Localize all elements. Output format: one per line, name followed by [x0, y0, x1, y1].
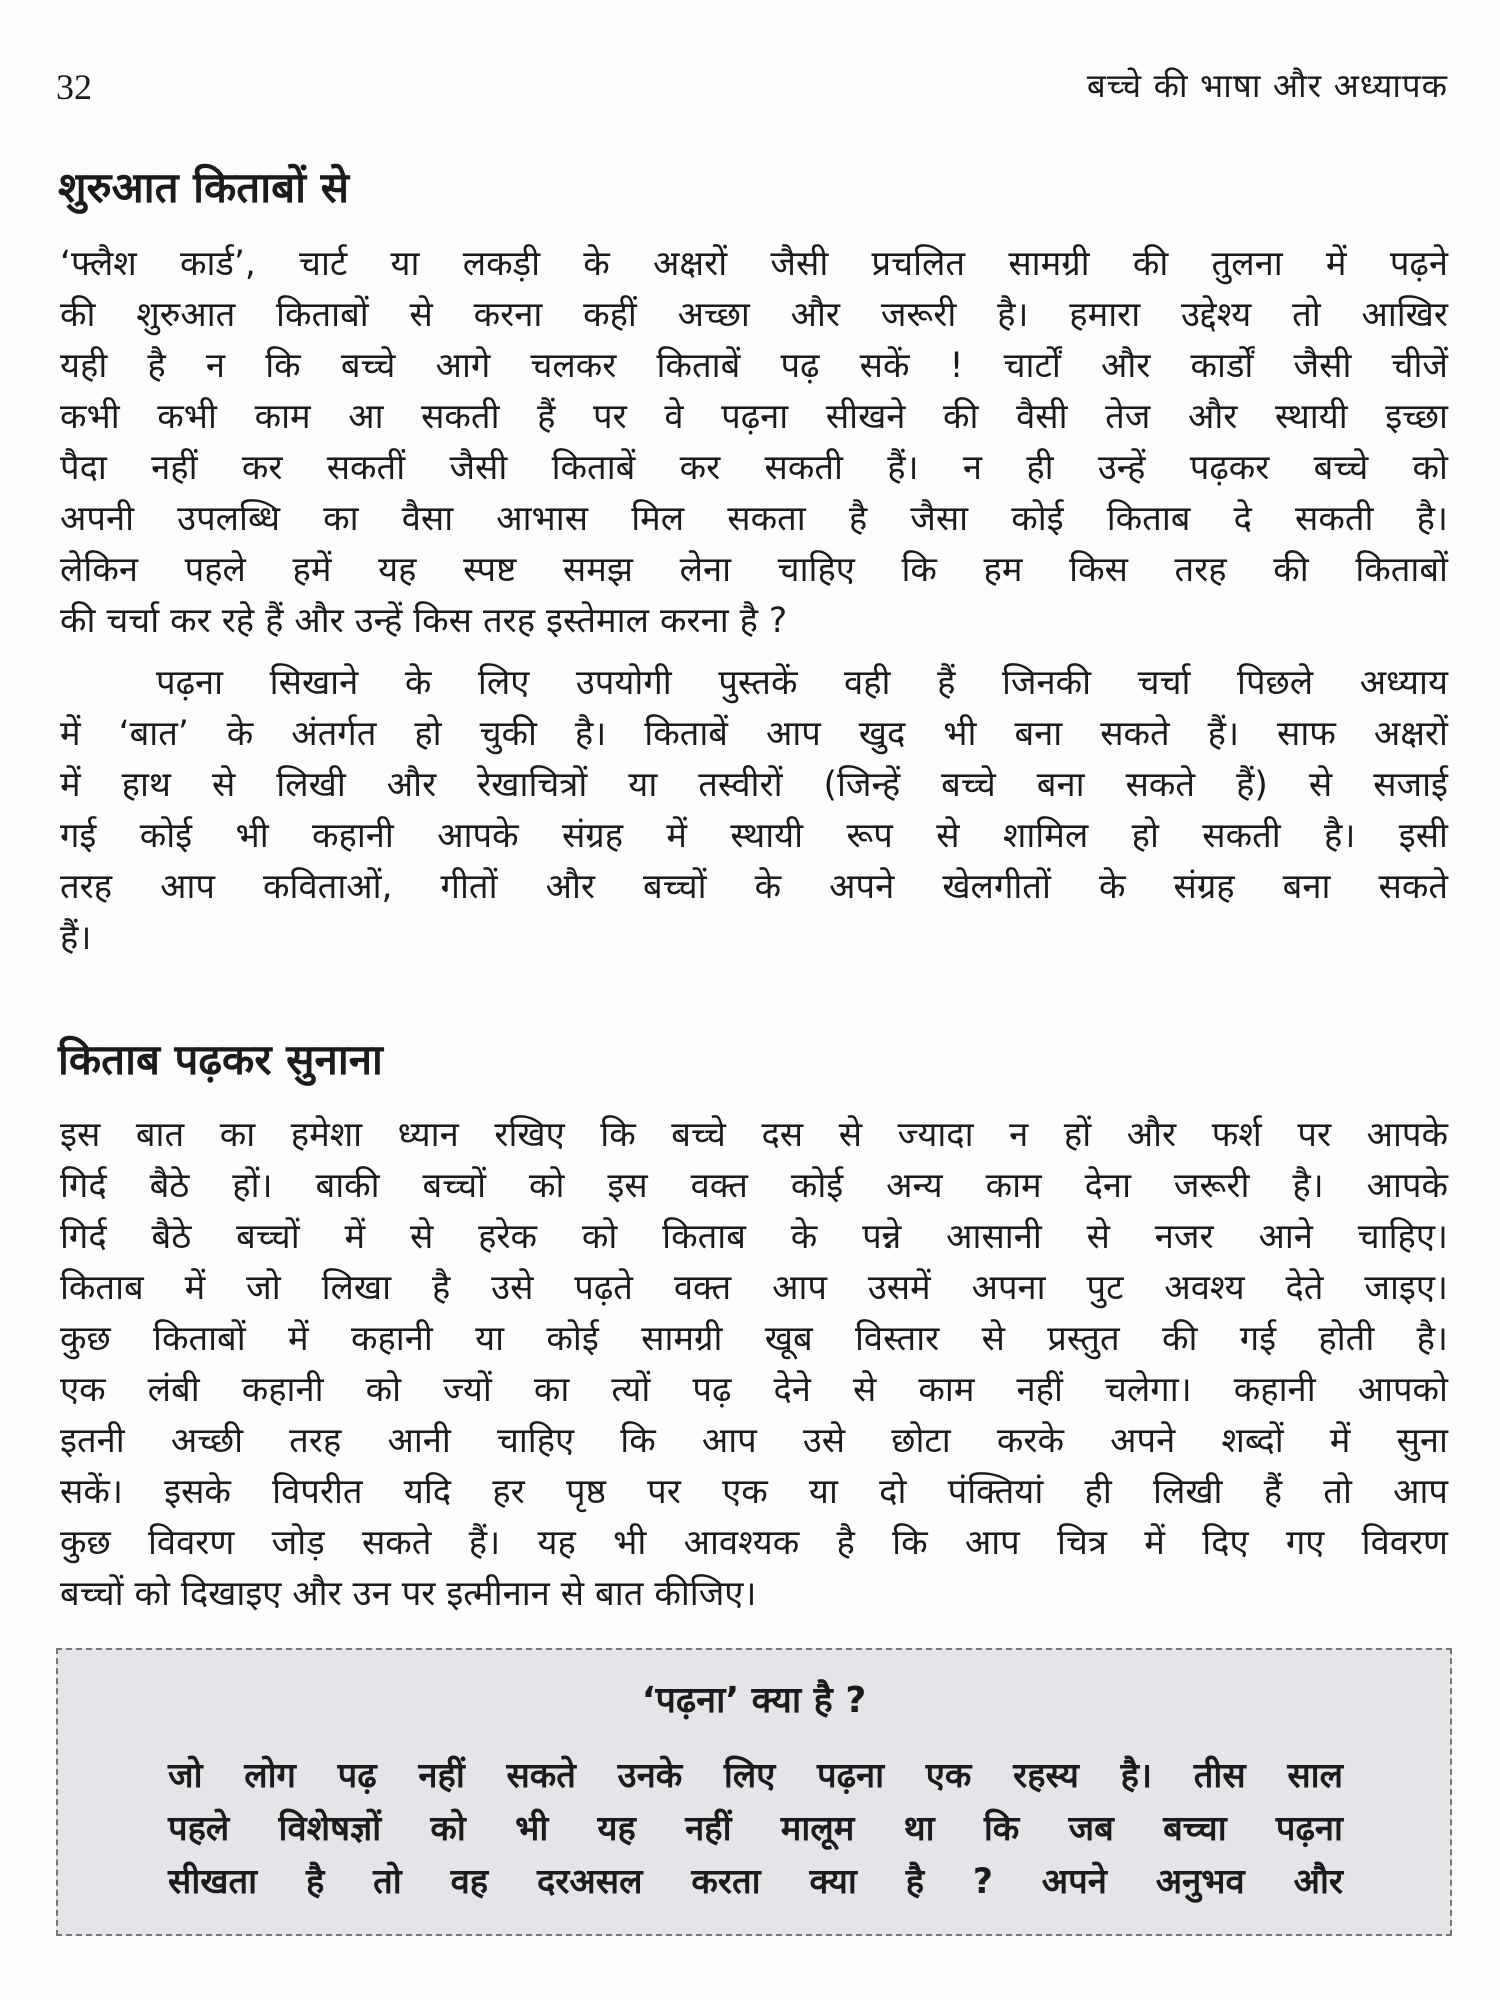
text-line: लेकिन पहले हमें यह स्पष्ट समझ लेना चाहिए कि हम किस तरह की किताबों	[60, 550, 1448, 590]
running-title: बच्चे की भाषा और अध्यापक	[1086, 66, 1448, 105]
text-line: गिर्द बैठे हों। बाकी बच्चों को इस वक्त कोई अन्य काम देना जरूरी है। आपके	[60, 1166, 1448, 1206]
text-line: गई कोई भी कहानी आपके संग्रह में स्थायी रूप से शामिल हो सकती है। इसी	[60, 816, 1448, 856]
text-line: सकें। इसके विपरीत यदि हर पृष्ठ पर एक या दो पंक्तियां ही लिखी हैं तो आप	[60, 1472, 1448, 1512]
text-line: की शुरुआत किताबों से करना कहीं अच्छा और जरूरी है। हमारा उद्देश्य तो आखिर	[60, 295, 1448, 335]
text-line: सीखता है तो वह दरअसल करता क्या है ? अपने अनुभव और	[168, 1862, 1343, 1902]
text-line: पैदा नहीं कर सकतीं जैसी किताबें कर सकती हैं। न ही उन्हें पढ़कर बच्चे को	[60, 448, 1448, 488]
text-line: एक लंबी कहानी को ज्यों का त्यों पढ़ देने से काम नहीं चलेगा। कहानी आपको	[60, 1370, 1448, 1410]
text-line: बच्चों को दिखाइए और उन पर इत्मीनान से बात कीजिए।	[60, 1574, 757, 1614]
text-line: इतनी अच्छी तरह आनी चाहिए कि आप उसे छोटा करके अपने शब्दों में सुना	[60, 1421, 1448, 1461]
sidebar-box-what-is-reading	[56, 1648, 1452, 1936]
text-line: कुछ किताबों में कहानी या कोई सामग्री खूब विस्तार से प्रस्तुत की गई होती है।	[60, 1319, 1448, 1359]
paragraph-books-making	[60, 658, 1448, 964]
section-heading-books: शुरुआत किताबों से	[58, 163, 349, 212]
paragraph-books-intro	[60, 239, 1448, 647]
text-line: ‘फ्लैश कार्ड’, चार्ट या लकड़ी के अक्षरों जैसी प्रचलित सामग्री की तुलना में पढ़ने	[60, 244, 1448, 284]
text-line: अपनी उपलब्धि का वैसा आभास मिल सकता है जैसा कोई किताब दे सकती है।	[60, 499, 1448, 539]
paragraph-reading-aloud	[60, 1110, 1448, 1620]
section-heading-reading-aloud: किताब पढ़कर सुनाना	[58, 1035, 383, 1084]
text-line: हैं।	[60, 918, 92, 958]
text-line: में ‘बात’ के अंतर्गत हो चुकी है। किताबें आप खुद भी बना सकते हैं। साफ अक्षरों	[60, 714, 1448, 754]
text-line: इस बात का हमेशा ध्यान रखिए कि बच्चे दस से ज्यादा न हों और फर्श पर आपके	[60, 1115, 1448, 1155]
text-line: जो लोग पढ़ नहीं सकते उनके लिए पढ़ना एक रहस्य है। तीस साल	[168, 1756, 1343, 1796]
text-line: तरह आप कविताओं, गीतों और बच्चों के अपने खेलगीतों के संग्रह बना सकते	[60, 867, 1448, 907]
text-line: पढ़ना सिखाने के लिए उपयोगी पुस्तकें वही हैं जिनकी चर्चा पिछले अध्याय	[156, 663, 1448, 703]
text-line: कभी कभी काम आ सकती हैं पर वे पढ़ना सीखने की वैसी तेज और स्थायी इच्छा	[60, 397, 1448, 437]
text-line: किताब में जो लिखा है उसे पढ़ते वक्त आप उसमें अपना पुट अवश्य देते जाइए।	[60, 1268, 1448, 1308]
text-line: गिर्द बैठे बच्चों में से हरेक को किताब के पन्ने आसानी से नजर आने चाहिए।	[60, 1217, 1448, 1257]
text-line: पहले विशेषज्ञों को भी यह नहीं मालूम था कि जब बच्चा पढ़ना	[168, 1809, 1343, 1849]
box-title: ‘पढ़ना’ क्या है ?	[641, 1680, 867, 1721]
page-number: 32	[56, 67, 92, 107]
text-line: कुछ विवरण जोड़ सकते हैं। यह भी आवश्यक है कि आप चित्र में दिए गए विवरण	[60, 1523, 1448, 1563]
box-body	[168, 1750, 1343, 1909]
text-line: में हाथ से लिखी और रेखाचित्रों या तस्वीरों (जिन्हें बच्चे बना सकते हैं) से सजाई	[60, 765, 1448, 805]
text-line: की चर्चा कर रहे हैं और उन्हें किस तरह इस्तेमाल करना है ?	[60, 601, 788, 641]
text-line: यही है न कि बच्चे आगे चलकर किताबें पढ़ सकें ! चार्टों और कार्डों जैसी चीजें	[60, 346, 1448, 386]
